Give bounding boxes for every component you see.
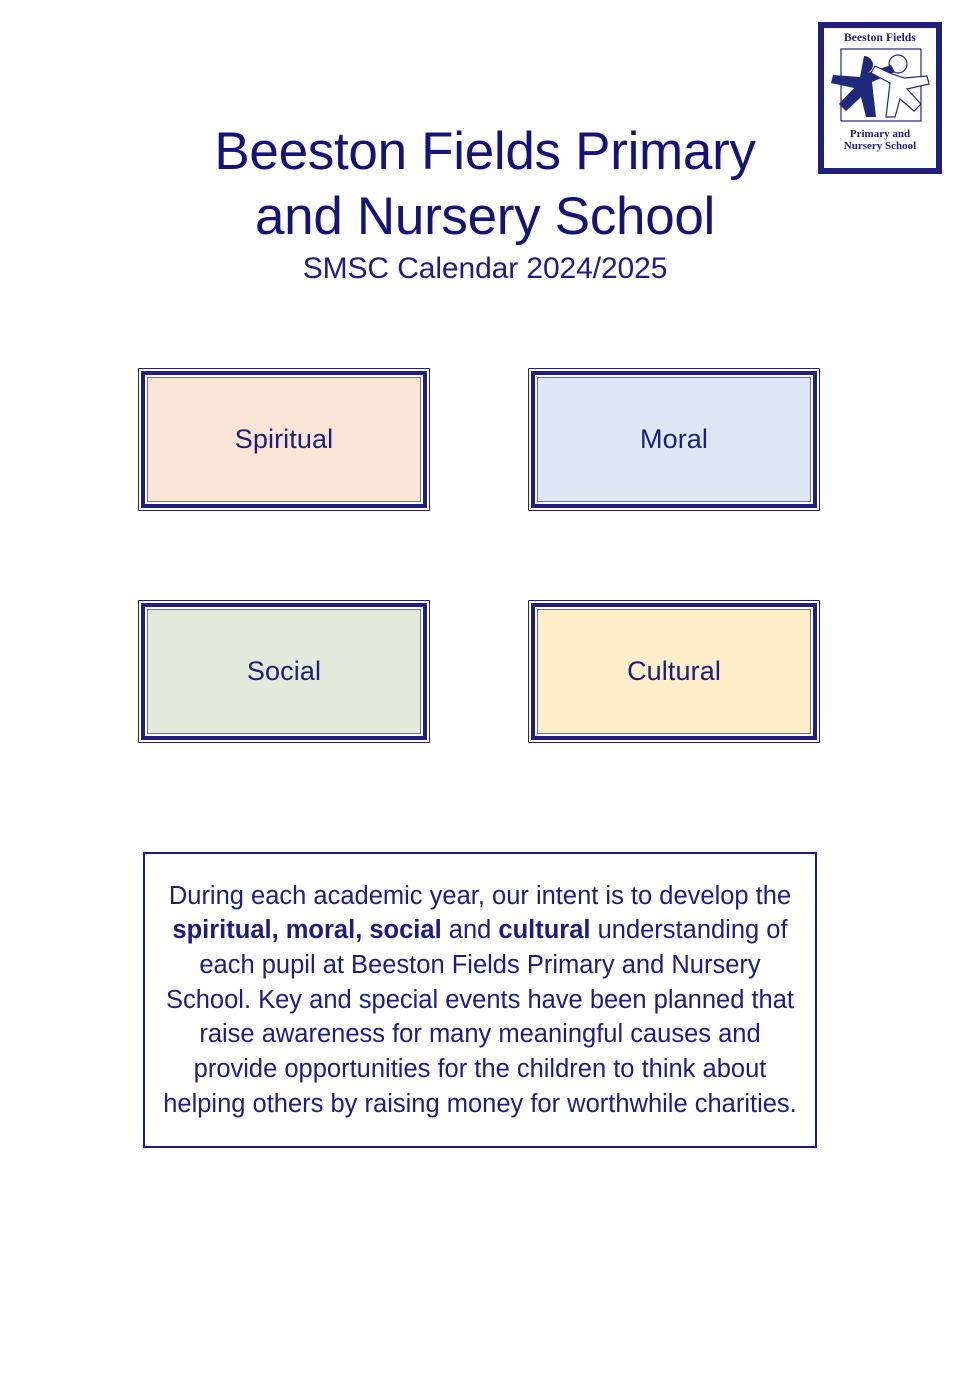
intent-run: understanding of each pupil at Beeston Fields Primary and Nursery School. Key and special events have been planned that raise awareness for many meaningful causes and provide opportunities for the children to think about helping others by raising money for worthwhile charities. [163, 916, 797, 1118]
intent-statement-box [143, 852, 817, 1148]
category-box-cultural[interactable] [528, 600, 820, 743]
category-label-moral: Moral [639, 424, 708, 454]
logo-top-text: Beeston Fields [844, 32, 916, 44]
page-subtitle: SMSC Calendar 2024/2025 [302, 252, 668, 286]
category-box-fill-social [147, 609, 421, 734]
category-box-inner [531, 371, 817, 508]
category-label-spiritual: Spiritual [234, 424, 334, 454]
category-box-fill-spiritual [147, 377, 421, 502]
intent-run: During each academic year, our intent is to develop the [168, 881, 792, 910]
category-box-inner [531, 603, 817, 740]
category-box-fill-cultural [537, 609, 811, 734]
page-title-line-1: Beeston Fields Primary [214, 122, 756, 181]
category-box-inner [141, 371, 427, 508]
logo-figures-icon [828, 47, 932, 125]
intent-statement-text [159, 879, 801, 1122]
category-box-fill-moral [537, 377, 811, 502]
intent-emphasis: spiritual, moral, social [172, 916, 442, 945]
category-label-social: Social [246, 656, 322, 686]
category-box-moral[interactable] [528, 368, 820, 511]
category-box-spiritual[interactable] [138, 368, 430, 511]
category-label-cultural: Cultural [627, 656, 721, 686]
logo-bottom-line-2: Nursery School [843, 139, 917, 152]
page-title-line-2: and Nursery School [254, 186, 716, 246]
logo-bottom-line-1: Primary and [849, 127, 911, 140]
category-box-social[interactable] [138, 600, 430, 743]
category-box-inner [141, 603, 427, 740]
intent-run: and [441, 916, 499, 945]
intent-emphasis: cultural [498, 916, 591, 945]
page-title [0, 120, 970, 249]
smsc-category-grid [138, 368, 822, 743]
page-header [0, 120, 970, 286]
